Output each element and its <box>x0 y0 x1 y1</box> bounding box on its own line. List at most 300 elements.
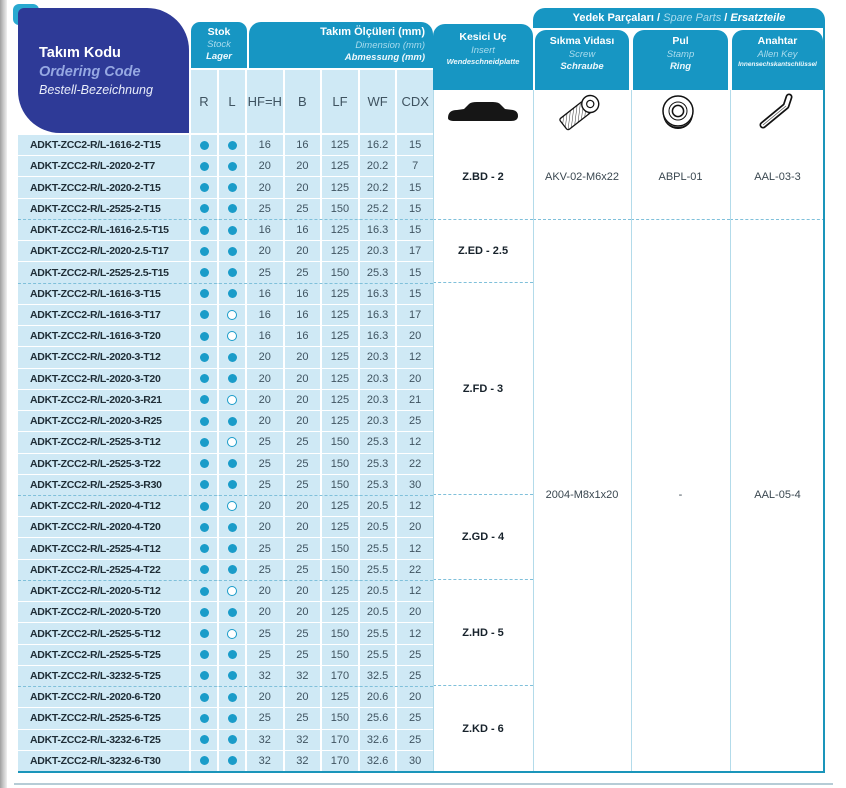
dim-value-b: 20 <box>285 177 323 197</box>
stock-dot-filled-icon <box>200 374 209 383</box>
stock-dot-empty-icon <box>227 437 237 447</box>
table-row <box>18 369 433 390</box>
ordering-code: ADKT-ZCC2-R/L-2525-3-T22 <box>18 454 191 474</box>
stock-l-cell <box>219 454 247 474</box>
dim-value-hf: 16 <box>247 284 285 304</box>
stock-l-cell <box>219 730 247 750</box>
dim-value-cdx: 15 <box>409 287 422 300</box>
table-row <box>18 347 433 368</box>
dim-value-lf: 150 <box>322 560 360 580</box>
ordering-code: ADKT-ZCC2-R/L-2020-3-R25 <box>18 411 191 431</box>
stock-r-cell <box>191 262 219 282</box>
table-row <box>18 305 433 326</box>
ordering-code: ADKT-ZCC2-R/L-2020-4-T20 <box>18 517 191 537</box>
dim-value-wf: 20.5 <box>360 517 398 537</box>
dim-value-cdx: 12 <box>409 585 422 598</box>
dim-value-wf: 16.3 <box>360 326 398 346</box>
dim-value-lf: 150 <box>322 454 360 474</box>
insert-group-label: Z.FD - 3 <box>433 283 533 495</box>
dim-value-lf: 125 <box>322 687 360 707</box>
ordering-code: ADKT-ZCC2-R/L-2525-4-T22 <box>18 560 191 580</box>
stock-dot-filled-icon <box>228 353 237 362</box>
dim-value-wf: 20.3 <box>360 369 398 389</box>
stock-dot-filled-icon <box>228 417 237 426</box>
col-header-hf: HF=H <box>247 70 285 133</box>
ordering-code: ADKT-ZCC2-R/L-2020-2-T15 <box>18 177 191 197</box>
stock-r-cell <box>191 475 219 495</box>
dim-value-hf: 20 <box>247 411 285 431</box>
stock-l-cell <box>219 645 247 665</box>
dim-value-b: 25 <box>285 623 323 643</box>
dim-value-hf: 16 <box>247 220 285 240</box>
table-row <box>18 177 433 198</box>
dim-value-b: 20 <box>285 347 323 367</box>
dim-value-hf: 20 <box>247 602 285 622</box>
ordering-code: ADKT-ZCC2-R/L-2525-4-T12 <box>18 538 191 558</box>
insert-header <box>433 24 533 90</box>
table-row <box>18 666 433 687</box>
dim-value-cdx: 12 <box>409 436 422 449</box>
stock-dot-filled-icon <box>228 480 237 489</box>
insert-tr: Kesici Uç <box>459 31 507 43</box>
ordering-code-header <box>18 8 189 133</box>
dim-value-wf: 20.2 <box>360 156 398 176</box>
stock-dot-filled-icon <box>200 735 209 744</box>
page-edge <box>0 0 7 788</box>
dim-value-hf: 25 <box>247 645 285 665</box>
stock-l-cell <box>219 666 247 686</box>
stock-r-cell <box>191 220 219 240</box>
dim-value-hf: 16 <box>247 135 285 155</box>
stock-l-cell <box>219 708 247 728</box>
key-en: Allen Key <box>757 48 798 60</box>
dim-value-cdx: 20 <box>409 606 422 619</box>
ordering-code: ADKT-ZCC2-R/L-1616-3-T17 <box>18 305 191 325</box>
ordering-code: ADKT-ZCC2-R/L-1616-3-T15 <box>18 284 191 304</box>
table-row <box>18 432 433 453</box>
ring-header <box>633 30 728 90</box>
stock-l-cell <box>219 326 247 346</box>
dim-value-lf: 125 <box>322 284 360 304</box>
dim-value-cdx: 20 <box>409 330 422 343</box>
dim-value-wf: 20.5 <box>360 581 398 601</box>
dim-value-b: 16 <box>285 305 323 325</box>
dim-value-b: 25 <box>285 708 323 728</box>
dim-value-cdx: 20 <box>409 521 422 534</box>
dim-value-wf: 16.3 <box>360 284 398 304</box>
table-row <box>18 262 433 283</box>
stock-l-cell <box>219 623 247 643</box>
dim-value-hf: 25 <box>247 454 285 474</box>
stock-l-cell <box>219 305 247 325</box>
banner-en: Spare Parts <box>663 12 722 24</box>
table-row <box>18 454 433 475</box>
col-header-r: R <box>191 70 219 133</box>
screw-part-number: AKV-02-M6x22 <box>533 135 631 220</box>
stock-l-cell <box>219 475 247 495</box>
stock-r-cell <box>191 390 219 410</box>
dim-value-lf: 125 <box>322 177 360 197</box>
stock-l-cell <box>219 411 247 431</box>
stock-l-cell <box>219 687 247 707</box>
stock-r-cell <box>191 177 219 197</box>
dim-value-cdx: 12 <box>409 627 422 640</box>
table-row <box>18 135 433 156</box>
dim-value-wf: 25.3 <box>360 454 398 474</box>
dim-value-b: 20 <box>285 496 323 516</box>
ordering-code: ADKT-ZCC2-R/L-2525-6-T25 <box>18 708 191 728</box>
ordering-code: ADKT-ZCC2-R/L-2525-3-T12 <box>18 432 191 452</box>
dim-value-lf: 170 <box>322 730 360 750</box>
tool-table-body <box>18 135 433 771</box>
table-row <box>18 496 433 517</box>
screw-icon <box>531 90 629 133</box>
stock-dot-empty-icon <box>227 501 237 511</box>
stock-l-cell <box>219 560 247 580</box>
dim-value-b: 25 <box>285 475 323 495</box>
dim-value-hf: 32 <box>247 730 285 750</box>
stock-l-cell <box>219 602 247 622</box>
stock-l-cell <box>219 135 247 155</box>
dim-value-lf: 125 <box>322 347 360 367</box>
dim-value-cdx: 25 <box>409 648 422 661</box>
insert-de: Wendeschneidplatte <box>446 56 520 66</box>
stock-dot-filled-icon <box>228 693 237 702</box>
dim-value-cdx: 12 <box>409 351 422 364</box>
dim-value-lf: 125 <box>322 390 360 410</box>
table-row <box>18 475 433 496</box>
ordering-code: ADKT-ZCC2-R/L-2020-2-T7 <box>18 156 191 176</box>
dim-value-cdx: 12 <box>409 500 422 513</box>
banner-de: Ersatzteile <box>730 12 786 24</box>
dim-value-wf: 20.5 <box>360 602 398 622</box>
stock-l-cell <box>219 284 247 304</box>
stock-dot-filled-icon <box>228 247 237 256</box>
divider-screw-left <box>533 90 534 771</box>
ordering-code: ADKT-ZCC2-R/L-1616-3-T20 <box>18 326 191 346</box>
dim-value-lf: 125 <box>322 581 360 601</box>
stock-dot-empty-icon <box>227 331 237 341</box>
dim-value-hf: 25 <box>247 432 285 452</box>
divider-ring-left <box>631 90 632 771</box>
stock-dot-filled-icon <box>200 671 209 680</box>
dim-value-b: 32 <box>285 666 323 686</box>
dim-value-wf: 25.5 <box>360 560 398 580</box>
dim-value-b: 25 <box>285 454 323 474</box>
dim-value-hf: 20 <box>247 581 285 601</box>
stock-dot-filled-icon <box>200 650 209 659</box>
dim-de: Abmessung (mm) <box>344 51 425 63</box>
dim-value-b: 25 <box>285 538 323 558</box>
dim-tr: Takım Ölçüleri (mm) <box>320 26 425 38</box>
stock-r-cell <box>191 347 219 367</box>
spare-parts-banner <box>533 8 825 28</box>
dim-value-hf: 20 <box>247 241 285 261</box>
dim-value-cdx: 12 <box>409 542 422 555</box>
stock-r-cell <box>191 432 219 452</box>
table-row <box>18 241 433 262</box>
dim-value-lf: 125 <box>322 369 360 389</box>
stock-dot-filled-icon <box>200 587 209 596</box>
table-row <box>18 390 433 411</box>
stock-dot-filled-icon <box>228 756 237 765</box>
insert-group-label: Z.HD - 5 <box>433 580 533 686</box>
stock-r-cell <box>191 666 219 686</box>
stock-r-cell <box>191 645 219 665</box>
footer-rule <box>14 783 833 785</box>
ordering-code: ADKT-ZCC2-R/L-2020-3-T20 <box>18 369 191 389</box>
table-row <box>18 602 433 623</box>
dim-value-wf: 32.5 <box>360 666 398 686</box>
stock-l-cell <box>219 156 247 176</box>
dim-value-b: 16 <box>285 326 323 346</box>
dim-value-b: 20 <box>285 369 323 389</box>
allen-key-header <box>732 30 823 90</box>
part-pictures <box>433 90 825 133</box>
stock-dot-empty-icon <box>227 629 237 639</box>
dim-value-hf: 25 <box>247 708 285 728</box>
table-row <box>18 687 433 708</box>
dim-value-b: 20 <box>285 687 323 707</box>
stock-dot-filled-icon <box>228 714 237 723</box>
dim-value-cdx: 7 <box>412 160 419 173</box>
stock-dot-filled-icon <box>200 438 209 447</box>
stock-dot-filled-icon <box>200 247 209 256</box>
stock-dot-filled-icon <box>200 565 209 574</box>
ordering-code: ADKT-ZCC2-R/L-2525-5-T12 <box>18 623 191 643</box>
dim-value-b: 16 <box>285 220 323 240</box>
ordering-code: ADKT-ZCC2-R/L-2525-2-T15 <box>18 199 191 219</box>
dimensions-header <box>249 22 433 68</box>
banner-tr: Yedek Parçaları <box>572 12 654 24</box>
dim-value-b: 20 <box>285 581 323 601</box>
dim-value-cdx: 25 <box>409 712 422 725</box>
dim-value-b: 20 <box>285 156 323 176</box>
dim-value-wf: 25.5 <box>360 623 398 643</box>
dim-value-hf: 20 <box>247 496 285 516</box>
ring-column <box>631 135 730 771</box>
screw-en: Screw <box>568 48 596 60</box>
stock-tr: Stok <box>207 26 231 38</box>
allen-key-icon <box>727 90 825 133</box>
banner-sep1: / <box>653 12 664 24</box>
dim-value-cdx: 30 <box>409 478 422 491</box>
stock-l-cell <box>219 432 247 452</box>
dim-value-b: 16 <box>285 135 323 155</box>
dim-value-b: 25 <box>285 199 323 219</box>
key-de: Innensechskantschlüssel <box>738 60 817 68</box>
table-bottom-border <box>18 771 825 773</box>
dim-en: Dimension (mm) <box>355 39 425 51</box>
table-right-border <box>823 28 825 773</box>
dim-value-wf: 20.2 <box>360 177 398 197</box>
stock-dot-filled-icon <box>200 204 209 213</box>
dim-value-hf: 25 <box>247 199 285 219</box>
dim-value-b: 20 <box>285 517 323 537</box>
ordering-code: ADKT-ZCC2-R/L-2020-3-R21 <box>18 390 191 410</box>
dim-value-b: 25 <box>285 560 323 580</box>
screw-column <box>533 135 631 771</box>
dim-value-hf: 16 <box>247 326 285 346</box>
dim-value-hf: 20 <box>247 347 285 367</box>
dim-value-lf: 150 <box>322 199 360 219</box>
stock-de: Lager <box>206 51 232 62</box>
dim-value-cdx: 17 <box>409 245 422 258</box>
table-row <box>18 751 433 771</box>
screw-part-number-merged: 2004-M8x1x20 <box>545 489 619 502</box>
dim-value-cdx: 25 <box>409 733 422 746</box>
key-part-number-merged: AAL-05-4 <box>754 489 801 502</box>
stock-dot-filled-icon <box>200 183 209 192</box>
dim-value-b: 25 <box>285 432 323 452</box>
stock-l-cell <box>219 220 247 240</box>
stock-dot-filled-icon <box>200 693 209 702</box>
ordering-code: ADKT-ZCC2-R/L-2525-3-R30 <box>18 475 191 495</box>
ordering-code: ADKT-ZCC2-R/L-3232-6-T30 <box>18 751 191 771</box>
dim-value-lf: 125 <box>322 135 360 155</box>
dim-value-wf: 25.5 <box>360 645 398 665</box>
stock-dot-filled-icon <box>200 417 209 426</box>
dim-value-lf: 125 <box>322 305 360 325</box>
table-row <box>18 560 433 581</box>
table-row <box>18 199 433 220</box>
ordering-code: ADKT-ZCC2-R/L-2020-5-T12 <box>18 581 191 601</box>
stock-l-cell <box>219 390 247 410</box>
stock-dot-filled-icon <box>200 523 209 532</box>
ordering-code: ADKT-ZCC2-R/L-2020-2.5-T17 <box>18 241 191 261</box>
stock-dot-filled-icon <box>228 183 237 192</box>
stock-dot-filled-icon <box>228 226 237 235</box>
ring-de: Ring <box>669 60 692 72</box>
stock-r-cell <box>191 751 219 771</box>
stock-dot-filled-icon <box>200 310 209 319</box>
stock-dot-filled-icon <box>200 395 209 404</box>
dim-value-lf: 150 <box>322 432 360 452</box>
stock-dot-empty-icon <box>227 586 237 596</box>
ring-tr: Pul <box>672 35 689 47</box>
insert-group-label: Z.ED - 2.5 <box>433 220 533 284</box>
dim-value-wf: 20.3 <box>360 347 398 367</box>
table-row <box>18 411 433 432</box>
dim-value-cdx: 15 <box>409 139 422 152</box>
stock-dot-filled-icon <box>228 671 237 680</box>
dim-value-wf: 25.3 <box>360 475 398 495</box>
dim-value-b: 20 <box>285 602 323 622</box>
screw-header <box>535 30 629 90</box>
stock-dot-filled-icon <box>228 268 237 277</box>
title-en: Ordering Code <box>39 63 141 80</box>
table-row <box>18 538 433 559</box>
dim-value-b: 20 <box>285 411 323 431</box>
col-header-wf: WF <box>360 70 398 133</box>
dim-value-hf: 25 <box>247 262 285 282</box>
dim-value-hf: 25 <box>247 538 285 558</box>
col-header-b: B <box>285 70 323 133</box>
stock-r-cell <box>191 326 219 346</box>
col-header-l: L <box>219 70 247 133</box>
dim-value-wf: 25.3 <box>360 262 398 282</box>
dim-value-b: 20 <box>285 241 323 261</box>
dim-value-wf: 20.3 <box>360 411 398 431</box>
dim-value-hf: 25 <box>247 475 285 495</box>
stock-dot-filled-icon <box>228 204 237 213</box>
dim-value-lf: 125 <box>322 602 360 622</box>
stock-l-cell <box>219 262 247 282</box>
dim-value-cdx: 20 <box>409 372 422 385</box>
ring-en: Stamp <box>666 48 695 60</box>
dim-value-wf: 25.2 <box>360 199 398 219</box>
dim-value-b: 16 <box>285 284 323 304</box>
allen-key-column <box>730 135 825 771</box>
ordering-code: ADKT-ZCC2-R/L-3232-6-T25 <box>18 730 191 750</box>
dim-value-lf: 150 <box>322 262 360 282</box>
dim-value-lf: 125 <box>322 326 360 346</box>
stock-l-cell <box>219 496 247 516</box>
dim-value-lf: 150 <box>322 645 360 665</box>
dim-value-b: 25 <box>285 262 323 282</box>
stock-dot-filled-icon <box>228 289 237 298</box>
col-header-lf: LF <box>322 70 360 133</box>
dim-value-cdx: 30 <box>409 754 422 767</box>
stock-en: Stock <box>207 39 231 51</box>
stock-dot-filled-icon <box>200 502 209 511</box>
ring-part-number-merged: - <box>678 489 683 502</box>
dim-value-b: 32 <box>285 730 323 750</box>
stock-dot-filled-icon <box>200 756 209 765</box>
ordering-code: ADKT-ZCC2-R/L-2020-3-T12 <box>18 347 191 367</box>
stock-r-cell <box>191 581 219 601</box>
stock-dot-filled-icon <box>200 629 209 638</box>
stock-r-cell <box>191 411 219 431</box>
stock-dot-filled-icon <box>228 608 237 617</box>
ordering-code: ADKT-ZCC2-R/L-2525-2.5-T15 <box>18 262 191 282</box>
dim-value-cdx: 25 <box>409 415 422 428</box>
insert-icon <box>433 90 531 133</box>
stock-r-cell <box>191 284 219 304</box>
stock-dot-empty-icon <box>227 310 237 320</box>
dim-value-cdx: 20 <box>409 691 422 704</box>
dim-value-lf: 150 <box>322 623 360 643</box>
dim-value-wf: 32.6 <box>360 730 398 750</box>
dim-value-lf: 150 <box>322 708 360 728</box>
stock-dot-filled-icon <box>228 374 237 383</box>
dim-value-hf: 20 <box>247 390 285 410</box>
dim-value-wf: 16.2 <box>360 135 398 155</box>
table-row <box>18 326 433 347</box>
dim-value-lf: 125 <box>322 496 360 516</box>
stock-r-cell <box>191 369 219 389</box>
dim-value-lf: 170 <box>322 751 360 771</box>
table-row <box>18 517 433 538</box>
dim-value-b: 25 <box>285 645 323 665</box>
dim-value-wf: 25.6 <box>360 708 398 728</box>
stock-r-cell <box>191 708 219 728</box>
stock-dot-filled-icon <box>228 735 237 744</box>
dim-value-b: 20 <box>285 390 323 410</box>
title-tr: Takım Kodu <box>39 45 121 61</box>
stock-dot-filled-icon <box>200 332 209 341</box>
stock-dot-filled-icon <box>228 544 237 553</box>
stock-l-cell <box>219 199 247 219</box>
stock-l-cell <box>219 177 247 197</box>
stock-dot-filled-icon <box>228 565 237 574</box>
divider-key-left <box>730 90 731 771</box>
stock-dot-filled-icon <box>200 226 209 235</box>
stock-r-cell <box>191 156 219 176</box>
col-header-cdx: CDX <box>397 70 433 133</box>
dim-value-wf: 16.3 <box>360 220 398 240</box>
dim-value-lf: 125 <box>322 517 360 537</box>
